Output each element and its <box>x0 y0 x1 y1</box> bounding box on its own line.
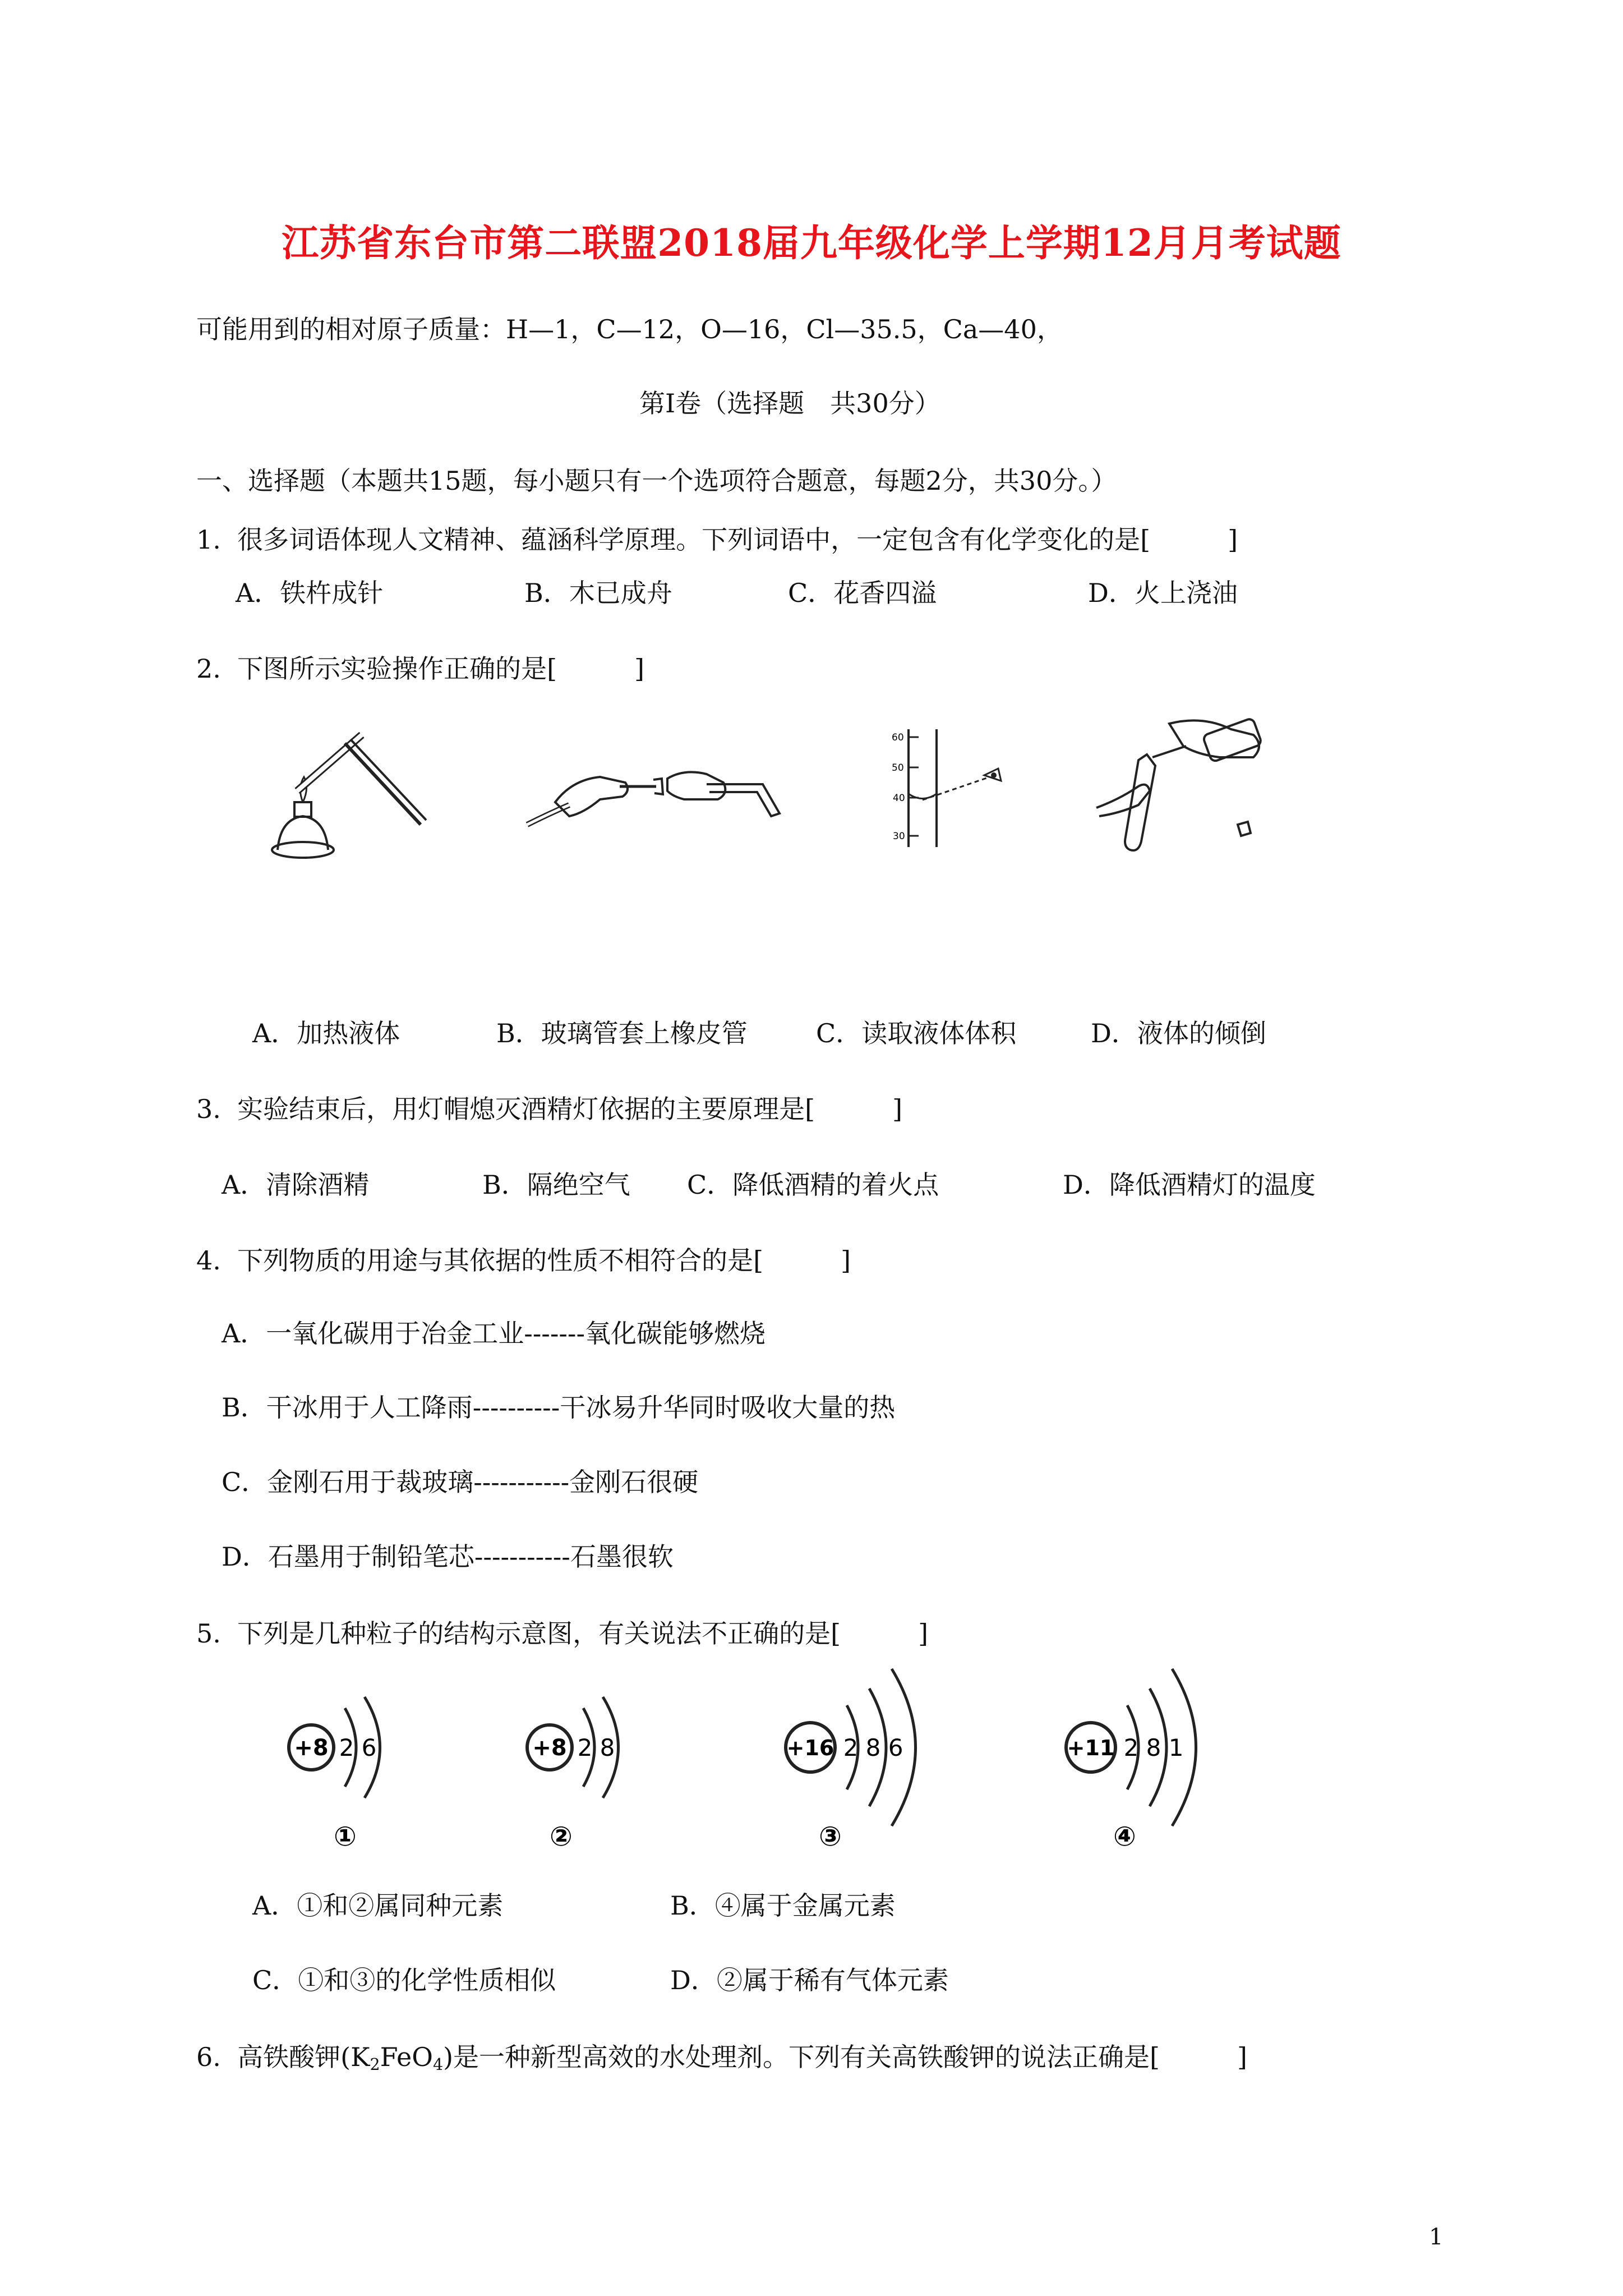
q6-stem-suffix: )是一种新型高效的水处理剂。下列有关高铁酸钾的说法正确是[ ] <box>443 2042 1247 2072</box>
q6-subscript-k: 2 <box>370 2055 380 2074</box>
tick-label-50: 50 <box>892 762 904 774</box>
particle-label: ② <box>550 1821 573 1852</box>
particle-label: ③ <box>819 1821 842 1852</box>
q5-option-d: D．②属于稀有气体元素 <box>670 1965 949 1995</box>
electron-shells: 2 8 <box>577 1734 615 1761</box>
question-5-stem: 5. 下列是几种粒子的结构示意图，有关说法不正确的是[ ] <box>196 1618 929 1649</box>
q6-stem-prefix: 6. 高铁酸钾(K <box>196 2042 370 2072</box>
electron-shells: 2 8 6 <box>843 1734 903 1761</box>
q3-option-c: C．降低酒精的着火点 <box>687 1170 939 1200</box>
particle-diagram-4 <box>1057 1660 1225 1857</box>
q2-option-d: D．液体的倾倒 <box>1091 1018 1266 1048</box>
particle-diagram-1 <box>280 1683 404 1857</box>
pouring-liquid-illustration <box>1085 712 1281 858</box>
q2-option-a: A．加热液体 <box>252 1018 400 1048</box>
question-4-stem: 4. 下列物质的用途与其依据的性质不相符合的是[ ] <box>196 1245 851 1276</box>
q1-option-a: A．铁杵成针 <box>236 578 384 608</box>
nucleus-charge: +11 <box>1067 1736 1115 1760</box>
particle-diagram-3 <box>777 1660 945 1857</box>
q4-option-d: D．石墨用于制铅笔芯-----------石墨很软 <box>222 1542 674 1572</box>
q3-option-d: D．降低酒精灯的温度 <box>1063 1170 1316 1200</box>
nucleus-charge: +8 <box>294 1735 329 1761</box>
q1-option-c: C．花香四溢 <box>788 578 937 608</box>
nucleus-charge: +8 <box>532 1735 567 1761</box>
q1-option-b: B．木已成舟 <box>524 578 672 608</box>
q2-option-c: C．读取液体体积 <box>816 1018 1017 1048</box>
page-number: 1 <box>1429 2224 1444 2250</box>
q6-subscript-o: 4 <box>432 2055 444 2074</box>
particle-label: ④ <box>1113 1821 1136 1852</box>
particle-diagram-2 <box>519 1683 642 1857</box>
q5-option-c: C．①和③的化学性质相似 <box>252 1965 556 1995</box>
q3-option-a: A．清除酒精 <box>222 1170 370 1200</box>
tick-label-30: 30 <box>893 831 905 842</box>
q1-option-d: D．火上浇油 <box>1088 578 1238 608</box>
q4-option-b: B．干冰用于人工降雨----------干冰易升华同时吸收大量的热 <box>222 1392 896 1423</box>
particle-label: ① <box>334 1821 357 1852</box>
question-6-stem <box>196 2042 1247 2074</box>
question-2-stem: 2. 下图所示实验操作正确的是[ ] <box>196 654 645 684</box>
q5-option-b: B．④属于金属元素 <box>670 1890 896 1921</box>
q2-option-b: B．玻璃管套上橡皮管 <box>496 1018 748 1048</box>
rubber-tube-illustration <box>516 752 796 841</box>
heating-liquid-illustration <box>264 724 432 869</box>
question-3-stem: 3. 实验结束后，用灯帽熄灭酒精灯依据的主要原理是[ ] <box>196 1094 903 1124</box>
atomic-masses-note: 可能用到的相对原子质量：H—1，C—12，O—16，Cl—35.5，Ca—40， <box>196 314 1063 344</box>
section-header: 第Ⅰ卷（选择题 共30分） <box>639 388 940 418</box>
nucleus-charge: +16 <box>786 1736 834 1760</box>
tick-label-60: 60 <box>892 732 904 743</box>
electron-shells: 2 6 <box>339 1734 377 1761</box>
q4-option-c: C．金刚石用于裁玻璃-----------金刚石很硬 <box>222 1467 699 1497</box>
q3-option-b: B．隔绝空气 <box>482 1170 630 1200</box>
q4-option-a: A．一氧化碳用于冶金工业-------氧化碳能够燃烧 <box>222 1318 766 1349</box>
exam-title: 江苏省东台市第二联盟2018届九年级化学上学期12月月考试题 <box>282 221 1341 265</box>
part-one-instructions: 一、选择题（本题共15题，每小题只有一个选项符合题意，每题2分，共30分。） <box>196 466 1117 496</box>
q6-stem-mid: FeO <box>380 2042 433 2072</box>
q5-option-a: A．①和②属同种元素 <box>252 1890 504 1921</box>
tick-label-40: 40 <box>893 793 905 804</box>
electron-shells: 2 8 1 <box>1123 1734 1184 1761</box>
graduated-cylinder-illustration <box>892 724 1021 853</box>
question-1-stem: 1. 很多词语体现人文精神、蕴涵科学原理。下列词语中，一定包含有化学变化的是[ ] <box>196 524 1238 555</box>
